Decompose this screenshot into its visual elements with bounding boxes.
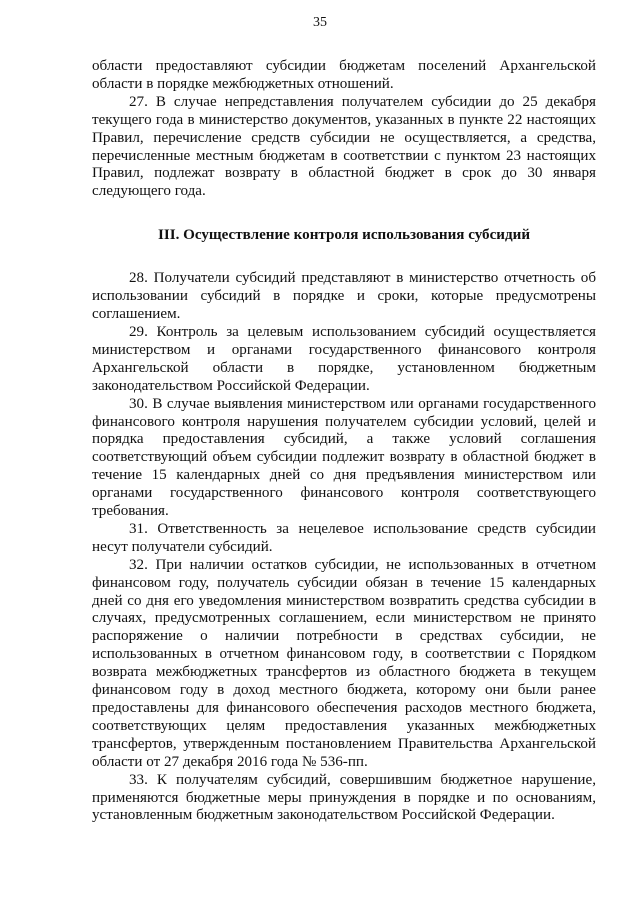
paragraph-27: 27. В случае непредставления получателем субсидии до 25 декабря текущего года в министерство документов, указанных в пункте 22 настоящих Правил, перечисление средств субсидии не осуществляется, а средства, перечисленные местным бюджетам в соответствии с пунктом 23 настоящих Правил, подлежат возврату в областной бюджет в срок до 30 января следующего года. (92, 93, 596, 200)
document-body (92, 58, 596, 825)
paragraph-31: 31. Ответственность за нецелевое использование средств субсидии несут получатели субсидий. (92, 520, 596, 555)
paragraph-32: 32. При наличии остатков субсидии, не использованных в отчетном финансовом году, получатель субсидии обязан в течение 15 календарных дней со дня его уведомления министерством возвратить средства субсидии в случаях, предусмотренных соглашением, если министерством не принято распоряжение о наличии потребности в средствах субсидии, не использованных в отчетном финансовом году, в соответствии с Порядком возврата межбюджетных трансфертов из областного бюджета в текущем финансовом году в доход местного бюджета, которому они были ранее предоставлены для финансового обеспечения расходов местного бюджета, соответствующих целям предоставления указанных межбюджетных трансфертов, утвержденным постановлением Правительства Архангельской области от 27 декабря 2016 года № 536-пп. (92, 556, 596, 770)
page-number: 35 (313, 15, 327, 30)
paragraph-28: 28. Получатели субсидий представляют в министерство отчетность об использовании субсидий в порядке и сроки, которые предусмотрены соглашением. (92, 270, 596, 323)
paragraph-continuation: области предоставляют субсидии бюджетам поселений Архангельской области в порядке межбюджетных отношений. (92, 58, 596, 92)
section-heading: III. Осуществление контроля использования субсидий (157, 227, 531, 244)
paragraph-29: 29. Контроль за целевым использованием субсидий осуществляется министерством и органами государственного финансового контроля Архангельской области в порядке, установленном бюджетным законодательством Российской Федерации. (92, 323, 596, 394)
paragraph-33: 33. К получателям субсидий, совершившим бюджетное нарушение, применяются бюджетные меры принуждения в порядке и по основаниям, установленным бюджетным законодательством Российской Федерации. (92, 771, 596, 824)
paragraph-30: 30. В случае выявления министерством или органами государственного финансового контроля нарушения получателем субсидии условий, целей и порядка предоставления субсидий, а также условий соглашения соответствующий объем субсидии подлежит возврату в областной бюджет в течение 15 календарных дней со дня предъявления министерством или органами государственного финансового контроля соответствующего требования. (92, 395, 596, 520)
